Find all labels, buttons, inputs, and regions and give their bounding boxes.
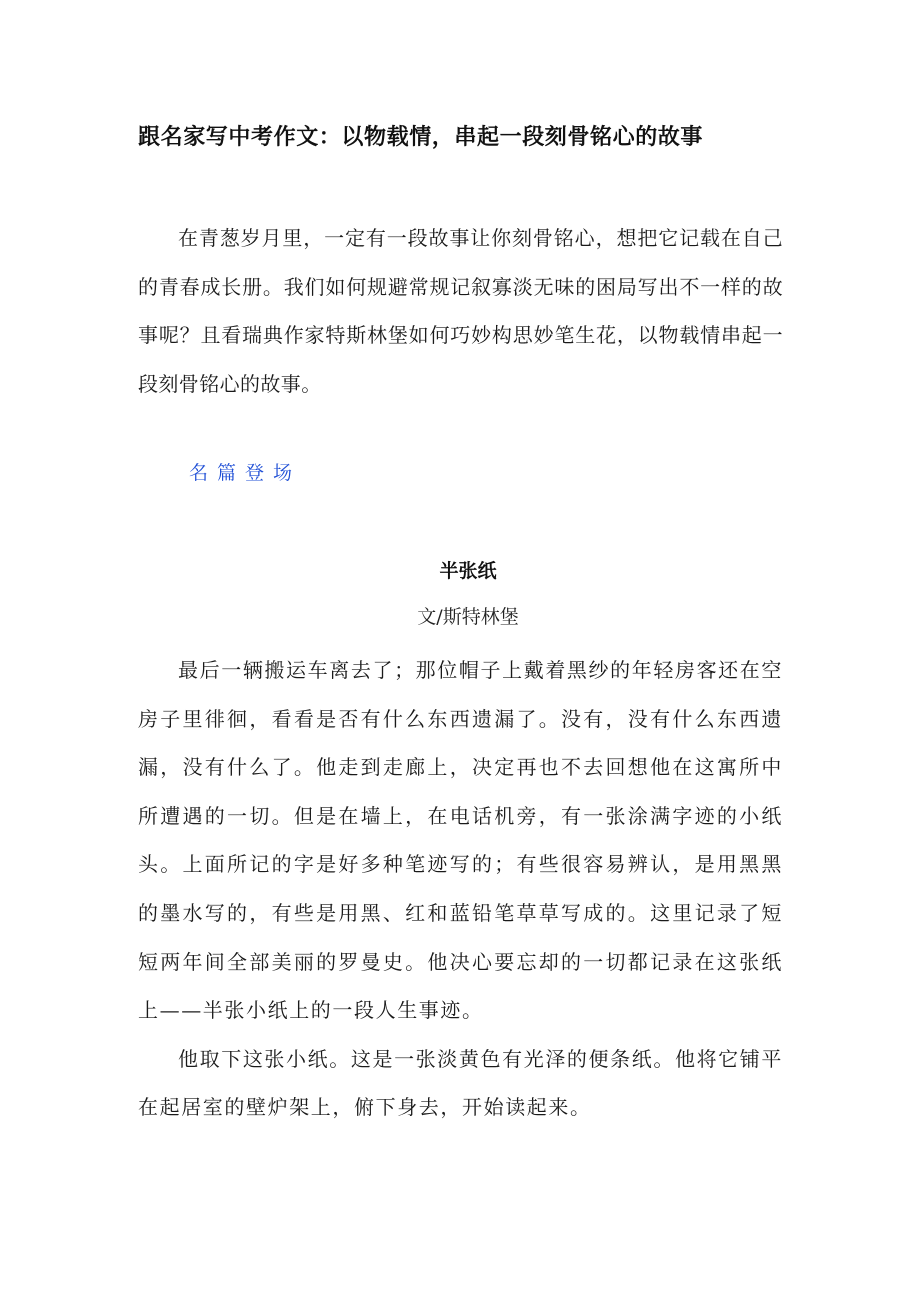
- intro-paragraph: 在青葱岁月里，一定有一段故事让你刻骨铭心，想把它记载在自己的青春成长册。我们如何规避常规记叙寡淡无味的困局写出不一样的故事呢？且看瑞典作家特斯林堡如何巧妙构思妙笔生花，以物载情串起一段刻骨铭心的故事。: [138, 226, 783, 396]
- section-heading: 名篇登场: [189, 462, 302, 484]
- story-paragraph: 他取下这张小纸。这是一张淡黄色有光泽的便条纸。他将它铺平在起居室的壁炉架上，俯下身去，开始读起来。: [138, 1046, 783, 1120]
- document-title: 跟名家写中考作文：以物载情，串起一段刻骨铭心的故事: [138, 125, 704, 150]
- story-title: 半张纸: [439, 560, 497, 582]
- story-body: [138, 646, 783, 1132]
- story-paragraph: 最后一辆搬运车离去了；那位帽子上戴着黑纱的年轻房客还在空房子里徘徊，看看是否有什么东西遗漏了。没有，没有什么东西遗漏，没有什么了。他走到走廊上，决定再也不去回想他在这寓所中所遭遇的一切。但是在墙上，在电话机旁，有一张涂满字迹的小纸头。上面所记的字是好多种笔迹写的；有些很容易辨认，是用黑黑的墨水写的，有些是用黑、红和蓝铅笔草草写成的。这里记录了短短两年间全部美丽的罗曼史。他决心要忘却的一切都记录在这张纸上——半张小纸上的一段人生事迹。: [138, 658, 783, 1023]
- story-author: 文/斯特林堡: [417, 606, 519, 628]
